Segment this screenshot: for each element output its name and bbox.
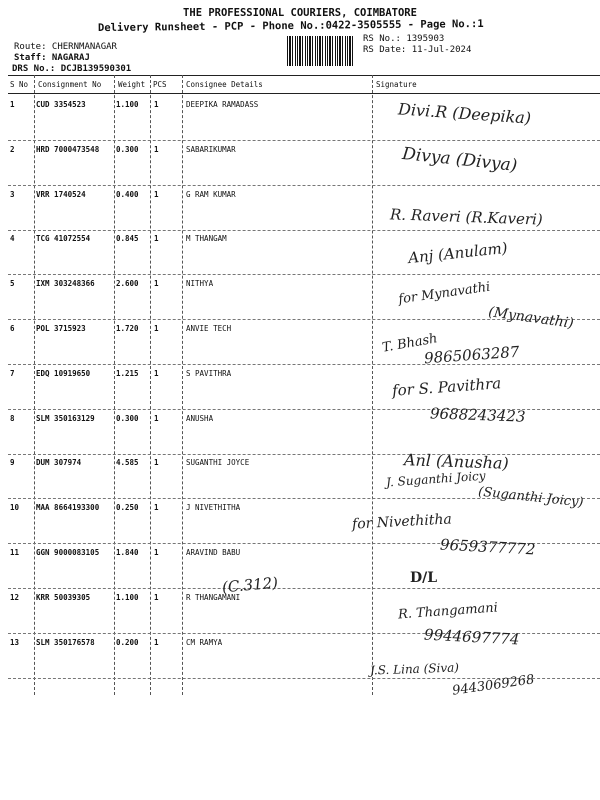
serial-number-cell: 2 [10,144,15,154]
table-top-line [8,75,600,76]
weight-cell: 1.100 [116,592,139,602]
signature-handwriting: (C.312) [221,573,279,597]
signature-handwriting: D/L [410,570,438,586]
serial-number-cell: 12 [10,592,20,602]
consignment-number-cell: POL 3715923 [36,324,86,333]
barcode [287,36,355,66]
pieces-cell: 1 [154,548,159,557]
consignee-name-cell: J NIVETHITHA [186,503,241,513]
rs-number: RS No.: 1395903 [363,34,445,44]
signature-handwriting: T. Bhash [381,331,439,356]
consignment-number-cell: VRR 1740524 [36,189,86,199]
pieces-cell: 1 [154,189,159,199]
route-label: Route: CHERNMANAGAR [14,42,117,52]
consignee-name-cell: R THANGAMANI [186,592,241,602]
weight-cell: 1.720 [116,324,139,333]
runsheet-subtitle: Delivery Runsheet - PCP - Phone No.:0422-3505555 - Page No.:1 [97,17,484,35]
consignment-number-cell: SLM 350176578 [36,637,95,647]
consignee-name-cell: G RAM KUMAR [186,189,236,199]
consignee-name-cell: ANUSHA [186,413,214,423]
weight-cell: 0.400 [116,189,139,199]
header-pcs: PCS [153,80,167,89]
signature-handwriting: J. Suganthi Joicy [385,468,486,490]
consignee-name-cell: SABARIKUMAR [186,144,236,154]
weight-cell: 0.300 [116,413,139,423]
serial-number-cell: 13 [10,637,20,647]
serial-number-cell: 10 [10,503,20,513]
consignment-number-cell: TCG 41072554 [36,234,91,244]
pieces-cell: 1 [154,144,159,154]
consignee-name-cell: CM RAMYA [186,637,223,647]
weight-cell: 1.215 [116,368,139,378]
pieces-cell: 1 [154,458,159,468]
pieces-cell: 1 [154,368,159,378]
table-header-line [8,93,600,94]
consignment-number-cell: HRD 7000473548 [36,144,100,154]
pieces-cell: 1 [154,592,159,602]
signature-handwriting: R. Thangamani [397,600,499,623]
weight-cell: 1.840 [116,548,139,557]
weight-cell: 0.250 [116,503,139,513]
consignee-name-cell: S PAVITHRA [186,368,232,378]
drs-number: DRS No.: DCJB139590301 [12,64,132,74]
pieces-cell: 1 [154,324,159,333]
serial-number-cell: 5 [10,279,15,289]
header-consignee: Consignee Details [186,80,263,89]
signature-handwriting: Anj (Anulam) [407,238,509,268]
consignment-number-cell: MAA 8664193300 [36,503,100,513]
signature-handwriting: J.S. Lina (Siva) [369,660,460,678]
header-weight: Weight [118,80,146,89]
weight-cell: 2.600 [116,279,139,289]
pieces-cell: 1 [154,100,159,109]
pieces-cell: 1 [154,503,159,513]
consignee-name-cell: M THANGAM [186,234,227,244]
signature-handwriting: (Mynavathi) [487,304,575,332]
consignee-name-cell: ARAVIND BABU [186,548,241,557]
staff-label: Staff: NAGARAJ [14,53,90,63]
serial-number-cell: 11 [10,548,20,557]
serial-number-cell: 3 [10,189,15,199]
weight-cell: 0.200 [116,637,139,647]
weight-cell: 0.300 [116,144,139,154]
consignment-number-cell: CUD 3354523 [36,100,86,109]
consignment-number-cell: DUM 307974 [36,458,82,468]
signature-handwriting: 9688243423 [429,404,526,426]
table-row [8,365,600,410]
company-title: THE PROFESSIONAL COURIERS, COIMBATORE [183,7,417,19]
signature-handwriting: for Mynavathi [397,279,492,308]
header-consignment: Consignment No [38,80,102,89]
serial-number-cell: 9 [10,458,15,468]
serial-number-cell: 4 [10,234,15,244]
signature-handwriting: 9443069268 [451,672,536,699]
serial-number-cell: 7 [10,368,15,378]
signature-handwriting: Divi.R (Deepika) [397,99,532,128]
signature-handwriting: 9659377772 [439,535,536,559]
weight-cell: 0.845 [116,234,139,244]
pieces-cell: 1 [154,413,159,423]
pieces-cell: 1 [154,234,159,244]
rs-date: RS Date: 11-Jul-2024 [363,45,472,55]
weight-cell: 4.585 [116,458,139,468]
consignment-number-cell: GGN 9000083105 [36,548,100,557]
consignment-number-cell: EDQ 10919650 [36,368,91,378]
consignment-number-cell: KRR 50039305 [36,592,91,602]
consignee-name-cell: NITHYA [186,279,214,289]
signature-handwriting: 9944697774 [423,625,520,649]
signature-handwriting: for S. Pavithra [391,374,502,400]
pieces-cell: 1 [154,637,159,647]
table-row [8,230,600,275]
consignee-name-cell: ANVIE TECH [186,324,232,333]
consignee-name-cell: DEEPIKA RAMADASS [186,100,259,109]
signature-handwriting: for Nivethitha [351,511,453,533]
serial-number-cell: 6 [10,324,15,333]
signature-handwriting: (Suganthi Joicy) [477,484,585,511]
table-row [8,589,600,634]
signature-handwriting: 9865063287 [423,342,520,368]
consignment-number-cell: SLM 350163129 [36,413,95,423]
table-row [8,499,600,544]
weight-cell: 1.100 [116,100,139,109]
signature-handwriting: R. Raveri (R.Kaveri) [389,205,544,229]
serial-number-cell: 1 [10,100,15,109]
consignee-name-cell: SUGANTHI JOYCE [186,458,250,468]
signature-handwriting: Anl (Anusha) [403,450,510,473]
serial-number-cell: 8 [10,413,15,423]
consignment-number-cell: IXM 303248366 [36,279,95,289]
pieces-cell: 1 [154,279,159,289]
header-sno: S No [10,80,29,89]
signature-handwriting: Divya (Divya) [401,144,519,176]
header-signature: Signature [376,80,417,89]
